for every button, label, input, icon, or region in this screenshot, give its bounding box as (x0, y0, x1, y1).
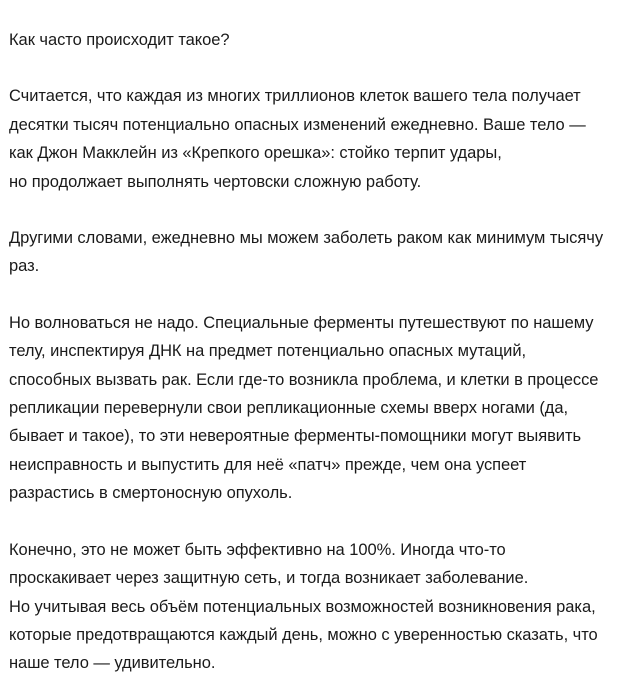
paragraph-line: неисправность и выпустить для неё «патч» прежде, чем она успеет (9, 455, 527, 474)
paragraph-line: раз. (9, 257, 40, 276)
paragraph-line: которые предотвращаются каждый день, можно с уверенностью сказать, что (9, 625, 598, 644)
paragraph-p1-heading-question (9, 26, 632, 54)
paragraph-line: Но волноваться не надо. Специальные ферменты путешествуют по нашему (9, 313, 594, 332)
paragraph-line: Считается, что каждая из многих триллионов клеток вашего тела получает (9, 87, 581, 106)
paragraph-line: но продолжает выполнять чертовски сложную работу. (9, 172, 422, 191)
paragraph-line: Как часто происходит такое? (9, 31, 230, 49)
paragraph-line: Другими словами, ежедневно мы можем заболеть раком как минимум тысячу (9, 229, 604, 248)
paragraph-line: Но учитывая весь объём потенциальных возможностей возникновения рака, (9, 597, 596, 616)
paragraph-line: наше тело — удивительно. (9, 654, 216, 673)
paragraph-line: бывает и такое), то эти невероятные ферменты-помощники могут выявить (9, 427, 582, 446)
paragraph-line: как Джон Макклейн из «Крепкого орешка»: стойко терпит удары, (9, 144, 502, 163)
paragraph-line: разрастись в смертоносную опухоль. (9, 484, 293, 503)
paragraph-p3-thousand-times (9, 224, 632, 281)
paragraph-line: десятки тысяч потенциально опасных изменений ежедневно. Ваше тело — (9, 115, 586, 134)
paragraph-p5-not-100-percent (9, 536, 632, 678)
paragraph-line: репликации перевернули свои репликационные схемы вверх ногами (да, (9, 399, 569, 418)
paragraph-line: телу, инспектируя ДНК на предмет потенциально опасных мутаций, (9, 342, 527, 361)
paragraph-p2-trillions-of-cells (9, 82, 632, 196)
paragraph-line: проскакивает через защитную сеть, и тогда возникает заболевание. (9, 569, 529, 588)
paragraph-line: способных вызвать рак. Если где-то возникла проблема, и клетки в процессе (9, 370, 599, 389)
paragraph-line: Конечно, это не может быть эффективно на 100%. Иногда что-то (9, 540, 506, 559)
paragraph-p4-enzymes-patch (9, 309, 632, 508)
